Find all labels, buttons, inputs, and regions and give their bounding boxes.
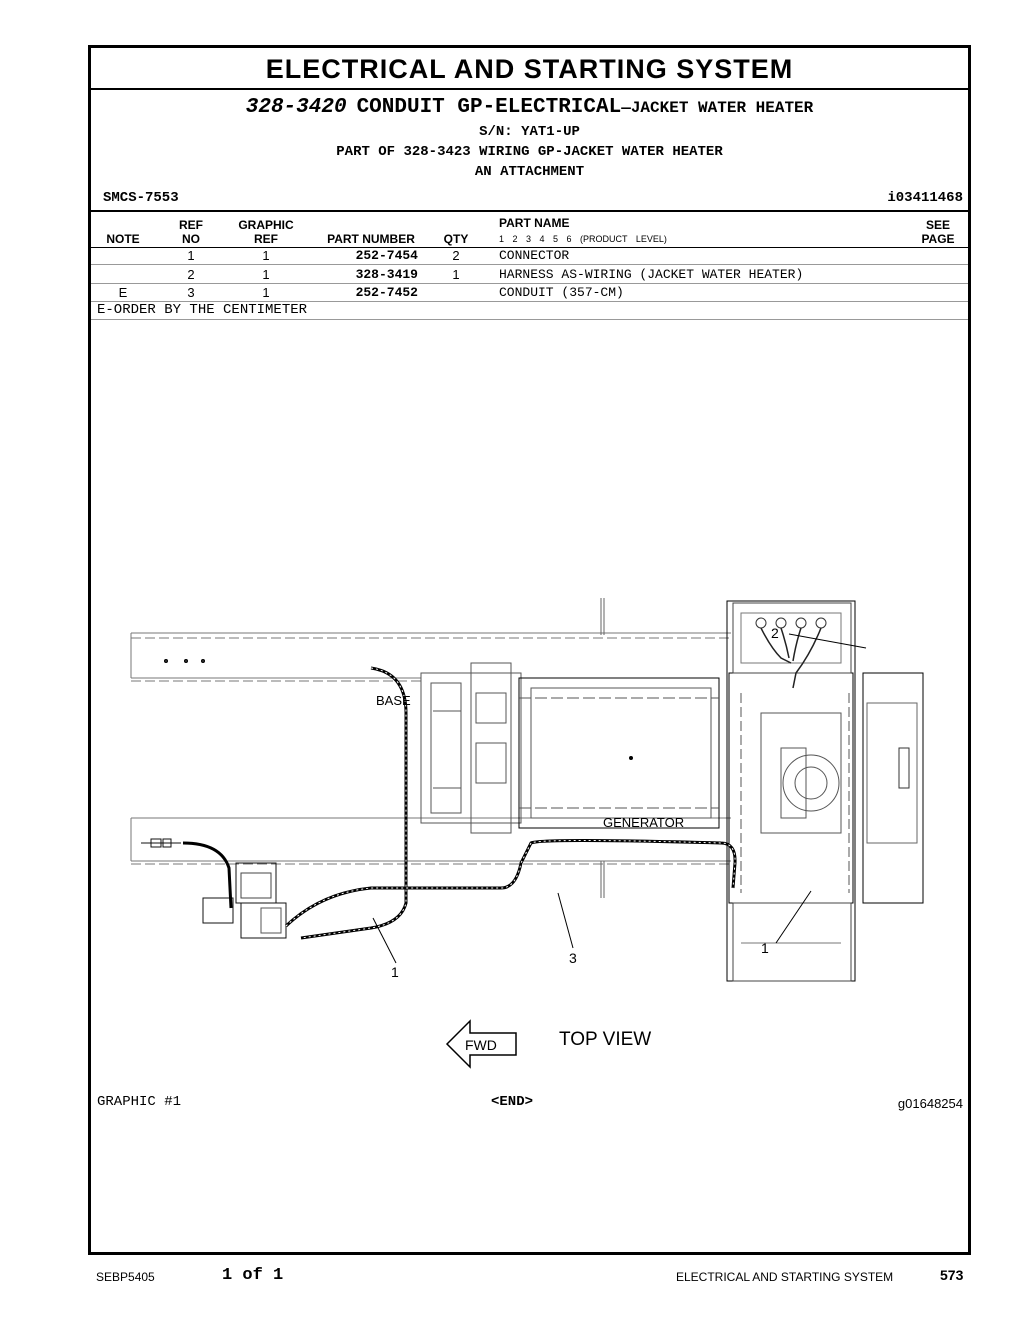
table-note: E-ORDER BY THE CENTIMETER <box>97 302 308 318</box>
col-part-name: PART NAME <box>499 216 570 230</box>
row2-name: HARNESS AS-WIRING (JACKET WATER HEATER) <box>499 267 804 282</box>
illustration-id: i03411468 <box>887 190 963 206</box>
group-name: CONDUIT GP-ELECTRICAL <box>356 96 622 119</box>
serial-number: S/N: YAT1-UP <box>479 124 580 140</box>
view-label: TOP VIEW <box>559 1029 652 1050</box>
end-label: <END> <box>491 1094 534 1110</box>
col-see-top: SEE <box>925 218 950 232</box>
col-graphic-top: GRAPHIC <box>238 218 294 232</box>
row-rule <box>91 264 968 265</box>
callout-1-right-leader <box>776 891 811 943</box>
page-frame <box>88 45 971 1255</box>
part-of: PART OF 328-3423 WIRING GP-JACKET WATER HEATER <box>336 144 723 160</box>
fwd-arrow <box>447 1021 516 1067</box>
row2-ref: 2 <box>187 267 195 282</box>
callout-1-right: 1 <box>761 940 769 956</box>
footer-page-number: 573 <box>940 1267 964 1283</box>
row3-graphic: 1 <box>262 285 270 300</box>
base-label: BASE <box>376 693 411 708</box>
group-suffix: —JACKET WATER HEATER <box>621 99 814 117</box>
graphic-id: g01648254 <box>897 1096 963 1111</box>
col-note: NOTE <box>106 232 140 246</box>
heater-assembly <box>141 839 286 938</box>
col-part-number: PART NUMBER <box>327 232 415 246</box>
row1-name: CONNECTOR <box>499 248 570 263</box>
footer-section: ELECTRICAL AND STARTING SYSTEM <box>676 1270 894 1284</box>
product-levels: 1 2 3 4 5 6 (PRODUCT LEVEL) <box>499 234 667 244</box>
footer-doc: SEBP5405 <box>96 1270 155 1284</box>
table-top-rule <box>91 210 968 212</box>
fwd-label: FWD <box>465 1037 497 1053</box>
row2-graphic: 1 <box>262 267 270 282</box>
row1-part-number: 252-7454 <box>355 248 418 263</box>
row3-ref: 3 <box>187 285 195 300</box>
callout-3: 3 <box>569 950 577 966</box>
group-number: 328-3420 <box>245 96 347 119</box>
top-view-diagram <box>121 543 941 1053</box>
col-graphic-bottom: REF <box>254 232 278 246</box>
smcs-code: SMCS-7553 <box>103 190 179 206</box>
col-qty: QTY <box>443 232 469 246</box>
row1-qty: 2 <box>452 248 460 263</box>
row-rule <box>91 283 968 284</box>
callout-3-leader <box>558 893 573 948</box>
row1-graphic: 1 <box>262 248 270 263</box>
row2-part-number: 328-3419 <box>355 267 418 282</box>
attachment: AN ATTACHMENT <box>474 164 585 180</box>
row3-part-number: 252-7452 <box>355 285 418 300</box>
harness <box>761 628 821 688</box>
row3-note: E <box>118 285 128 300</box>
row2-qty: 1 <box>452 267 460 282</box>
rear-enclosure <box>727 601 923 981</box>
col-see-bottom: PAGE <box>921 232 955 246</box>
row1-ref: 1 <box>187 248 195 263</box>
callout-2-leader <box>789 634 866 648</box>
footer-page-of: 1 of 1 <box>222 1266 284 1285</box>
callout-2: 2 <box>771 625 779 641</box>
note-rule <box>91 319 968 320</box>
col-ref-bottom: NO <box>182 232 200 246</box>
col-ref-top: REF <box>179 218 203 232</box>
generator <box>519 678 719 830</box>
callout-1-left: 1 <box>391 964 399 980</box>
graphic-label: GRAPHIC #1 <box>97 1094 182 1110</box>
section-title: ELECTRICAL AND STARTING SYSTEM <box>91 48 968 90</box>
row3-name: CONDUIT (357-CM) <box>499 285 624 300</box>
group-title <box>91 96 968 119</box>
generator-label: GENERATOR <box>603 815 685 830</box>
flywheel-housing <box>421 663 521 833</box>
